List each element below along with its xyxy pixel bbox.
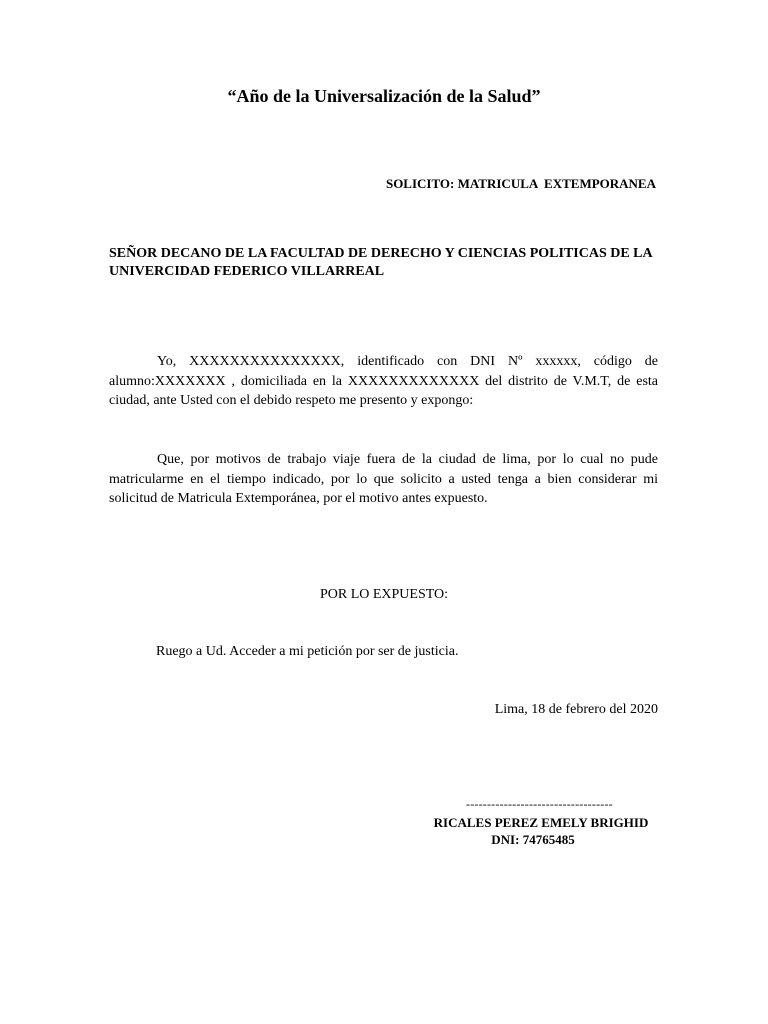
signatory-dni-row	[0, 832, 768, 848]
plea-text: Ruego a Ud. Acceder a mi petición por ser de justicia.	[156, 644, 459, 659]
addressee-heading: SEÑOR DECANO DE LA FACULTAD DE DERECHO Y CIENCIAS POLITICAS DE LA UNIVERCIDAD FEDERICO VILLARREAL	[109, 246, 652, 279]
document-motto: “Año de la Universalización de la Salud”	[227, 86, 541, 106]
date-line: Lima, 18 de febrero del 2020	[494, 702, 658, 717]
identification-paragraph: Yo, XXXXXXXXXXXXXXX, identificado con DNI Nº xxxxxx, código de alumno:XXXXXXX , domiciliada en la XXXXXXXXXXXXX del distrito de V.M.T, de esta ciudad, ante Usted con el debido respeto me presento y expongo:	[109, 354, 658, 408]
signatory-name: RICALES PEREZ EMELY BRIGHID	[433, 815, 649, 830]
reason-paragraph: Que, por motivos de trabajo viaje fuera de la ciudad de lima, por lo cual no pude matricularme en el tiempo indicado, por lo que solicito a usted tenga a bien considerar mi solicitud de Matricula Extemporánea, por el motivo antes expuesto.	[109, 452, 658, 506]
request-subject: SOLICITO: MATRICULA EXTEMPORANEA	[385, 176, 656, 191]
signature-line: -----------------------------------	[466, 797, 613, 811]
signatory-name-row	[0, 815, 768, 831]
signatory-dni: DNI: 74765485	[491, 832, 575, 847]
por-lo-expuesto-heading: POR LO EXPUESTO:	[319, 587, 449, 602]
